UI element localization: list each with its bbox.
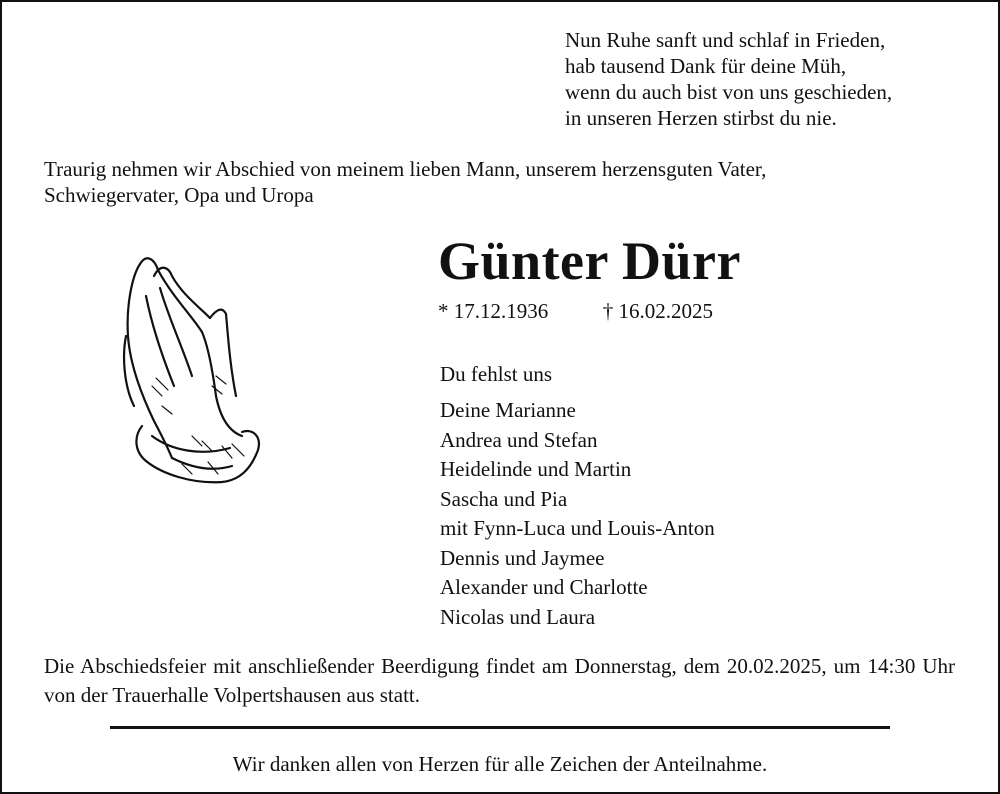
mourner: Heidelinde und Martin <box>440 457 632 481</box>
poem-line: wenn du auch bist von uns geschieden, <box>565 80 893 104</box>
poem-line: in unseren Herzen stirbst du nie. <box>565 106 837 130</box>
poem-line: hab tausend Dank für deine Müh, <box>565 54 847 78</box>
life-dates <box>438 299 713 324</box>
thanks-text: Wir danken allen von Herzen für alle Zeichen der Anteilnahme. <box>232 752 768 776</box>
intro-line: Schwiegervater, Opa und Uropa <box>44 183 314 207</box>
mourner: Deine Marianne <box>440 398 576 422</box>
funeral-info: Die Abschiedsfeier mit anschließender Beerdigung findet am Donnerstag, dem 20.02.2025, um 14:30 Uhr von der Trauerhalle Volpertshausen aus statt. <box>44 654 955 707</box>
miss-you-text: Du fehlst uns <box>440 362 552 386</box>
birth-date: * 17.12.1936 <box>438 299 549 323</box>
mourner: Dennis und Jaymee <box>440 545 605 570</box>
deceased-name: Günter Dürr <box>438 231 741 291</box>
mourners-list <box>440 396 715 632</box>
divider <box>110 726 890 729</box>
intro-text <box>44 156 766 208</box>
praying-hands-icon <box>112 236 272 486</box>
mourner: Andrea und Stefan <box>440 427 598 452</box>
death-date: † 16.02.2025 <box>602 299 713 323</box>
poem-line: Nun Ruhe sanft und schlaf in Frieden, <box>565 28 886 52</box>
mourner: Alexander und Charlotte <box>440 575 648 599</box>
mourner: Nicolas und Laura <box>440 604 596 629</box>
intro-line: Traurig nehmen wir Abschied von meinem lieben Mann, unserem herzensguten Vater, <box>44 157 767 181</box>
mourner: Sascha und Pia <box>440 486 568 511</box>
mourner: mit Fynn-Luca und Louis-Anton <box>440 516 715 540</box>
poem <box>565 27 892 131</box>
